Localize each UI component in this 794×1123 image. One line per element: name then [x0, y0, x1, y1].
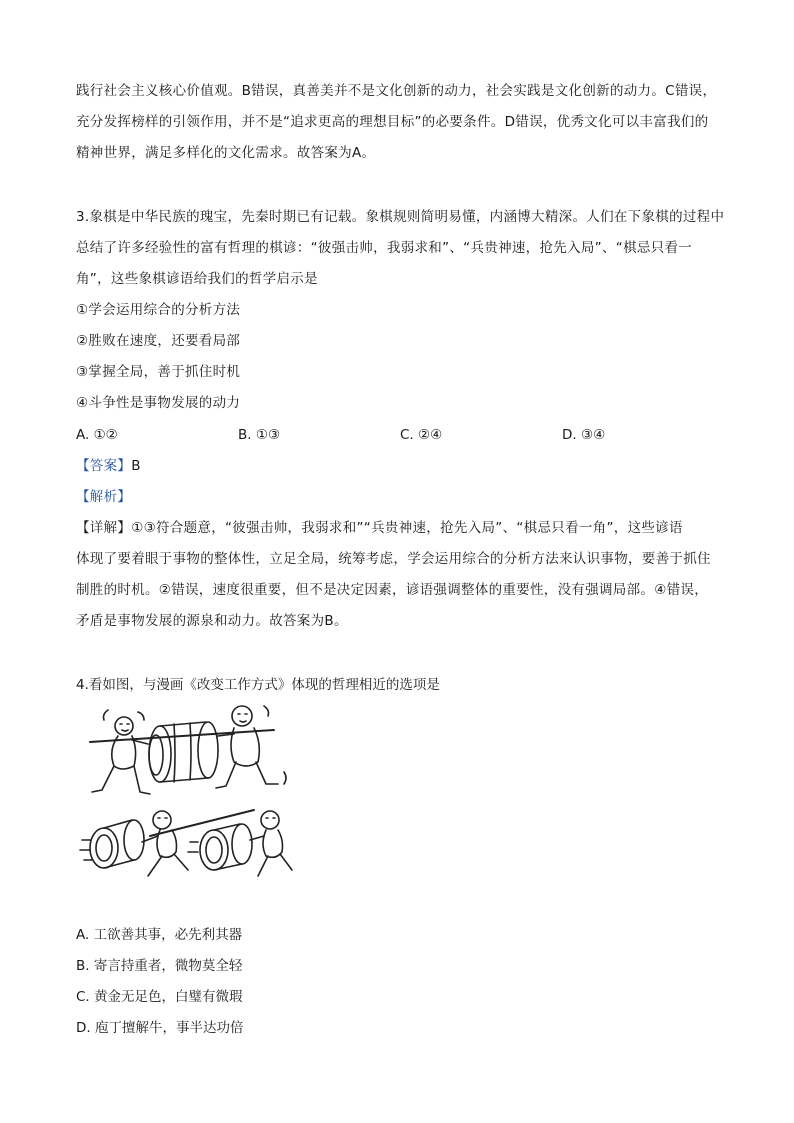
explanation-line: 充分发挥榜样的引领作用，并不是“追求更高的理想目标”的必要条件。D错误，优秀文化可以丰富我们的	[76, 114, 709, 130]
explanation-line: 精神世界，满足多样化的文化需求。故答案为A。	[76, 145, 376, 161]
statement-3: ③掌握全局，善于抓住时机	[76, 364, 241, 380]
cartoon-illustration	[78, 700, 300, 886]
question-3-options	[76, 420, 726, 451]
detail-line: 体现了要着眼于事物的整体性，立足全局，统筹考虑，学会运用综合的分析方法来认识事物，要善于抓住	[76, 551, 711, 567]
statement-1: ①学会运用综合的分析方法	[76, 302, 241, 318]
explanation-line: 践行社会主义核心价值观。B错误，真善美并不是文化创新的动力，社会实践是文化创新的动力。C错误，	[76, 83, 717, 99]
stem-line: 总结了许多经验性的富有哲理的棋谚：“彼强击帅，我弱求和”、“兵贵神速，抢先入局”、“棋忌只看一	[76, 240, 693, 256]
previous-explanation	[76, 76, 726, 169]
question-4-stem: 4.看如图，与漫画《改变工作方式》体现的哲理相近的选项是	[76, 677, 440, 693]
detail-label: 【详解】	[76, 520, 132, 536]
answer-label: 【答案】	[76, 458, 132, 474]
question-3-stem	[76, 202, 726, 419]
analysis-label: 【解析】	[76, 489, 132, 505]
option-c: C. ②④	[400, 427, 443, 443]
question-4-option-a: A. 工欲善其事，必先利其器	[76, 927, 243, 943]
statement-2: ②胜败在速度，还要看局部	[76, 333, 241, 349]
detail-line	[76, 513, 726, 544]
question-4-option-d: D. 庖丁擅解牛，事半达功倍	[76, 1020, 244, 1036]
option-b: B. ①③	[238, 427, 281, 443]
detail-text: ①③符合题意，“彼强击帅，我弱求和”“兵贵神速，抢先入局”、“棋忌只看一角”，这些谚语	[131, 520, 683, 536]
statement-4: ④斗争性是事物发展的动力	[76, 395, 241, 411]
question-3-solution	[76, 451, 726, 637]
answer-value: B	[131, 458, 141, 474]
stem-line: 角”，这些象棋谚语给我们的哲学启示是	[76, 271, 318, 287]
stem-line: 3.象棋是中华民族的瑰宝，先秦时期已有记载。象棋规则简明易懂，内涵博大精深。人们在下象棋的过程中	[76, 209, 725, 225]
answer-line	[76, 451, 726, 482]
option-d: D. ③④	[562, 427, 606, 443]
detail-line: 矛盾是事物发展的源泉和动力。故答案为B。	[76, 613, 348, 629]
option-a: A. ①②	[76, 427, 118, 443]
detail-line: 制胜的时机。②错误，速度很重要，但不是决定因素，谚语强调整体的重要性，没有强调局部。④错误，	[76, 582, 709, 598]
question-4-option-c: C. 黄金无足色，白璧有微瑕	[76, 989, 243, 1005]
analysis-line	[76, 482, 726, 513]
question-4-option-b: B. 寄言持重者，微物莫全轻	[76, 958, 243, 974]
